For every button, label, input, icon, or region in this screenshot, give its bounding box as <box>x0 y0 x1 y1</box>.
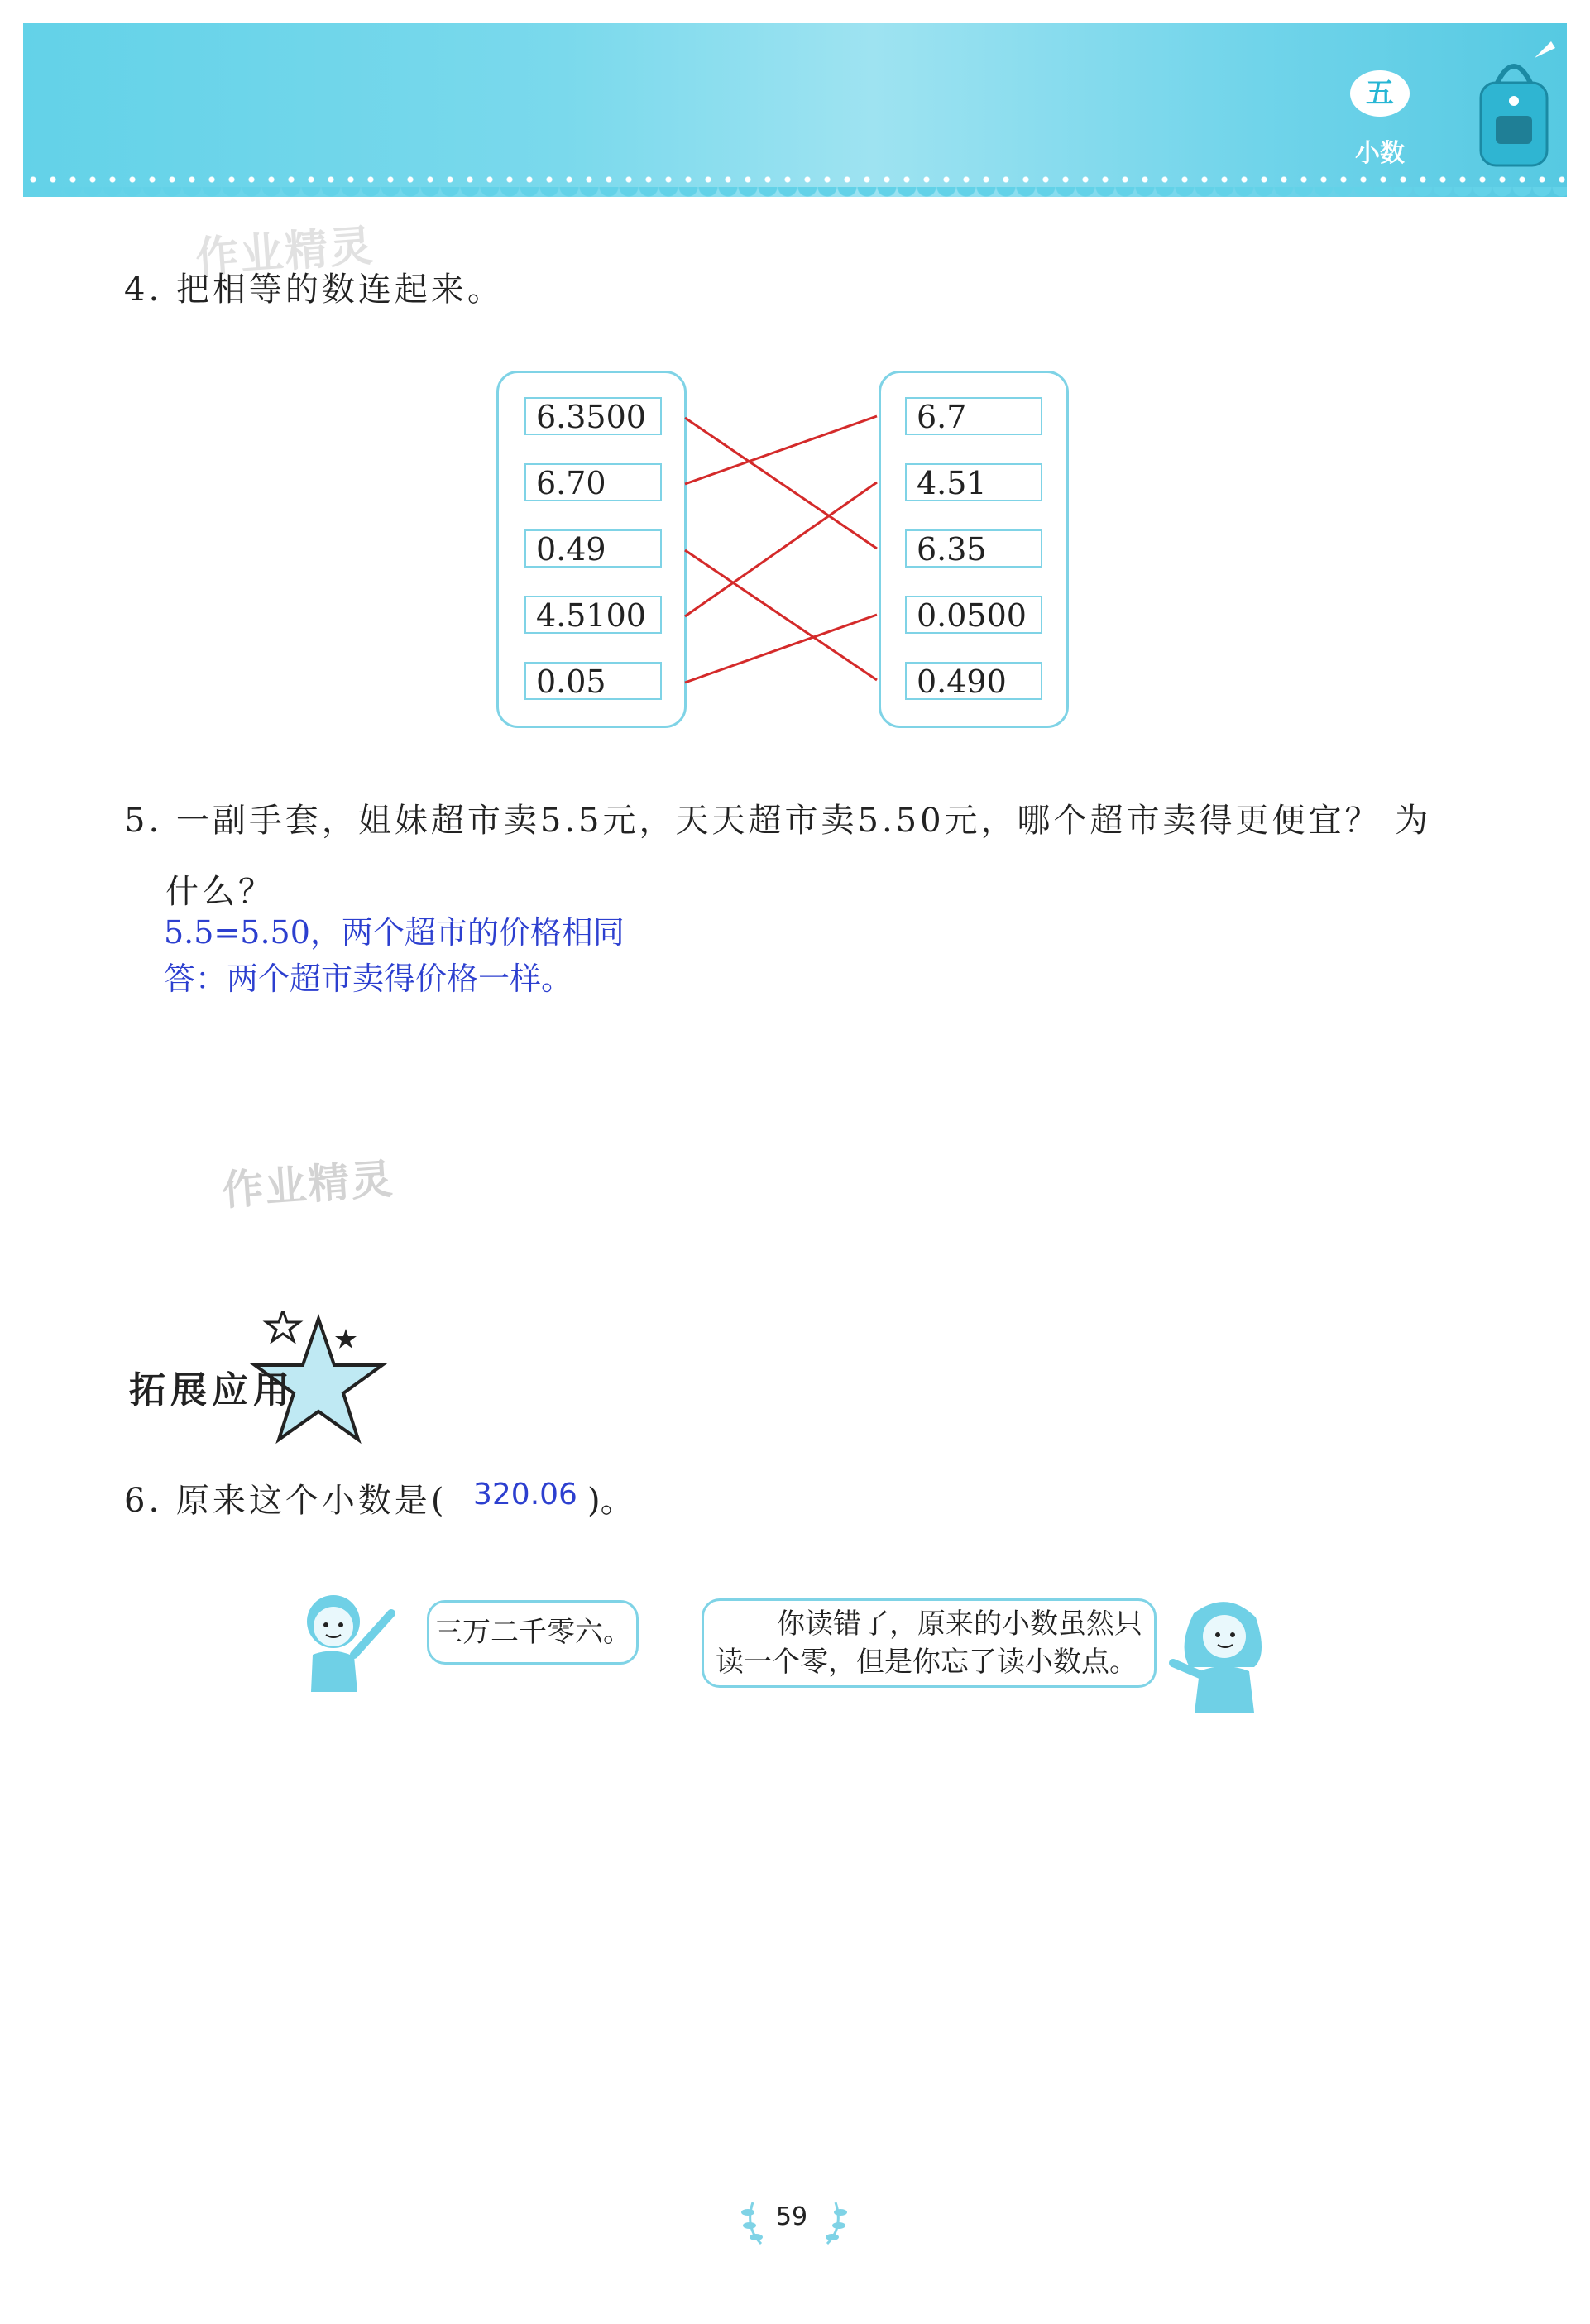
match-line <box>685 482 877 616</box>
question-6-text-end: )。 <box>587 1482 634 1520</box>
watermark: 作业精灵 <box>220 1154 396 1215</box>
girl-speech-line-1: 你读错了，原来的小数虽然只 <box>777 1608 1142 1641</box>
school-bag-icon <box>1464 33 1564 174</box>
right-number: 0.0500 <box>905 596 1042 634</box>
match-line <box>685 615 877 683</box>
chapter-title: 小数 <box>1355 139 1405 168</box>
left-number: 4.5100 <box>524 596 662 634</box>
match-line <box>685 416 877 484</box>
girl-speech-line-2: 读一个零，但是你忘了读小数点。 <box>716 1646 1137 1679</box>
question-5-text-cont: 什么？ <box>165 873 275 911</box>
watermark: 作业精灵 <box>194 221 376 284</box>
girl-illustration-icon <box>1157 1588 1281 1713</box>
answer-5-line-1: 5.5=5.50，两个超市的价格相同 <box>164 914 625 951</box>
left-number: 0.05 <box>524 662 662 700</box>
right-number: 6.7 <box>905 397 1042 435</box>
header-scallop-edge <box>23 187 1567 207</box>
match-line <box>685 418 877 549</box>
question-4-text: 4. 把相等的数连起来。 <box>124 271 504 309</box>
right-number: 6.35 <box>905 529 1042 568</box>
left-number: 6.3500 <box>524 397 662 435</box>
boy-illustration-icon <box>288 1580 404 1696</box>
left-number: 6.70 <box>524 463 662 501</box>
page-number: 59 <box>775 2202 808 2231</box>
right-number: 4.51 <box>905 463 1042 501</box>
answer-6: 320.06 <box>473 1478 577 1512</box>
boy-speech-bubble: 三万二千零六。 <box>427 1600 639 1665</box>
header-dot-trim <box>23 174 1567 185</box>
answer-5-line-2: 答：两个超市卖得价格一样。 <box>164 961 573 997</box>
match-line <box>685 550 877 680</box>
question-5-text: 5. 一副手套，姐妹超市卖5.5元，天天超市卖5.50元，哪个超市卖得更便宜？ 为 <box>124 802 1432 840</box>
chapter-number-badge: 五 <box>1350 70 1410 117</box>
left-number: 0.49 <box>524 529 662 568</box>
question-6-text: 6. 原来这个小数是( <box>124 1482 448 1520</box>
right-number: 0.490 <box>905 662 1042 700</box>
girl-speech-bubble <box>702 1598 1157 1688</box>
page-header-band <box>23 23 1567 197</box>
section-title: 拓展应用 <box>129 1369 295 1411</box>
